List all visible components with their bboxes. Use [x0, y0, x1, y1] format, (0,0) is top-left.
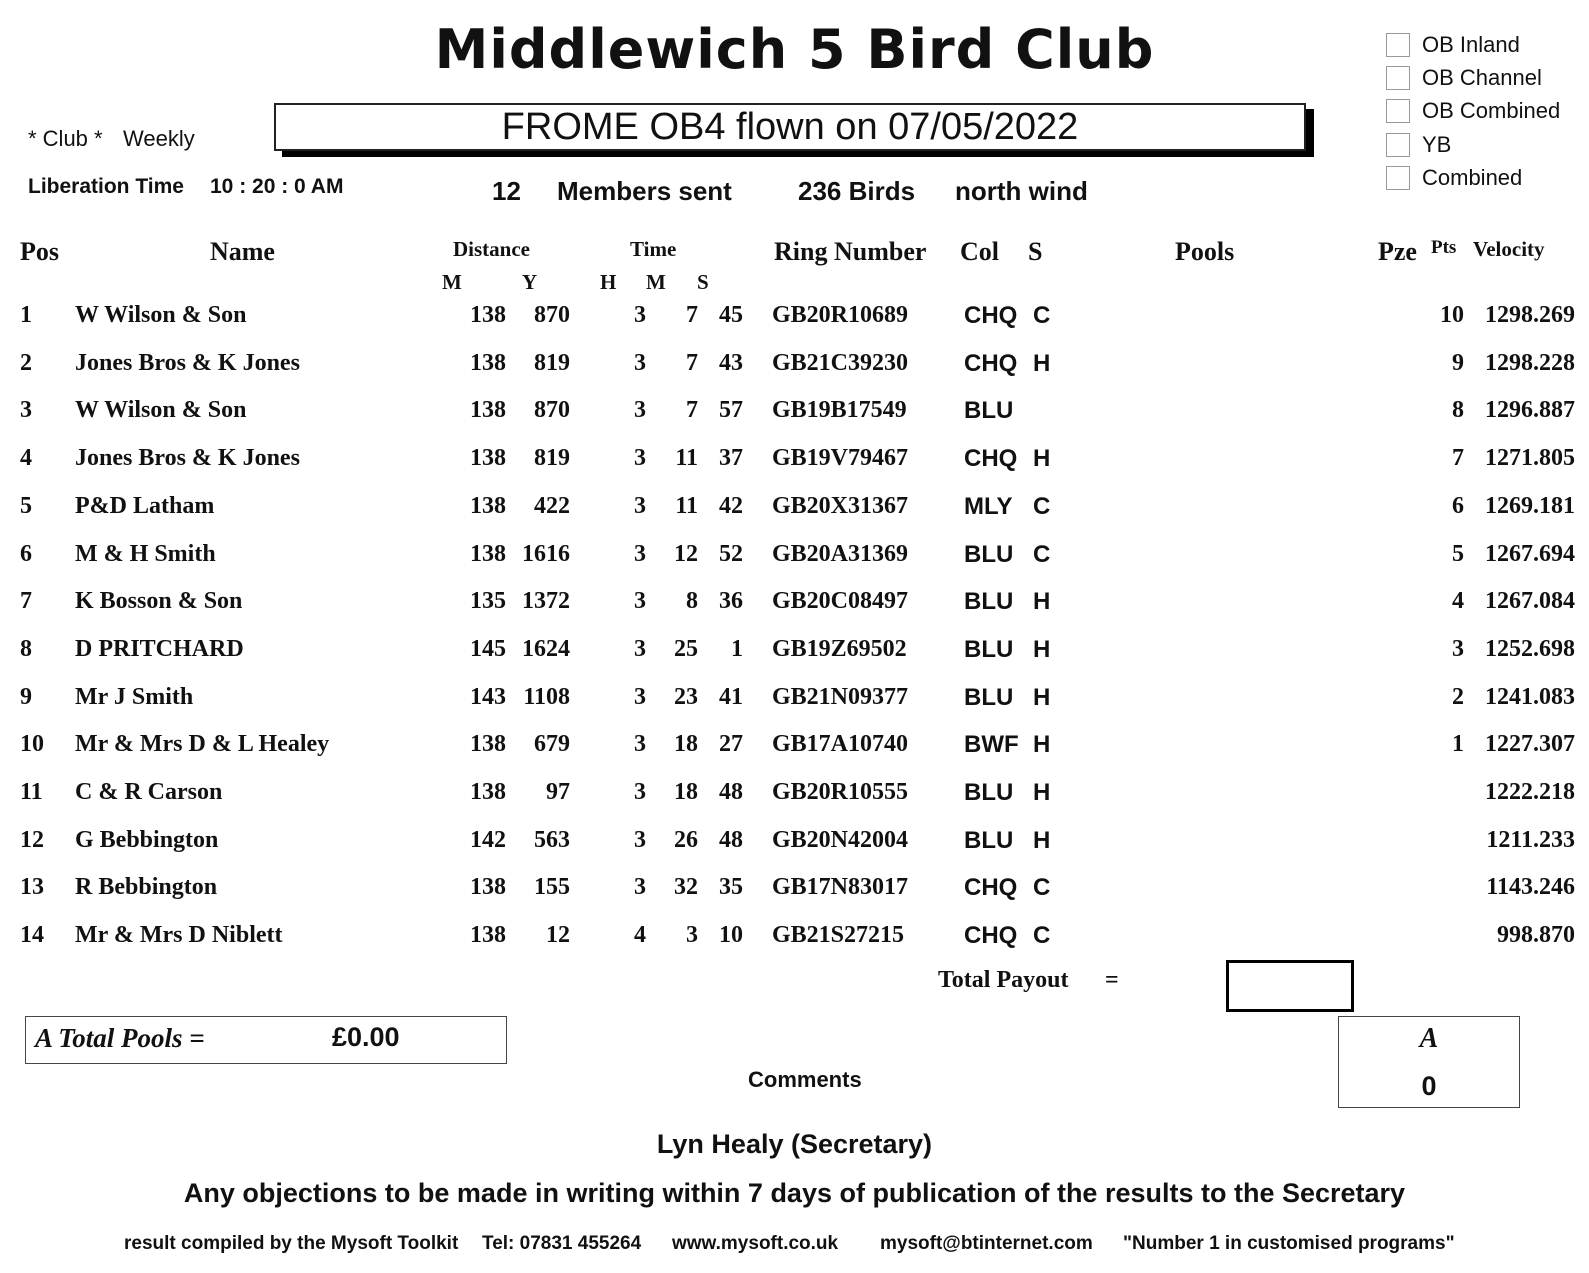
row-time-seconds: 35 [719, 874, 743, 901]
row-position: 8 [20, 635, 32, 662]
race-type-checkboxes [1386, 30, 1560, 196]
row-distance-yards: 422 [534, 492, 570, 519]
table-row [0, 636, 1589, 672]
row-time-hours: 3 [634, 492, 646, 519]
row-name: Mr J Smith [75, 683, 194, 710]
table-row [0, 922, 1589, 958]
wind: north wind [955, 176, 1088, 206]
row-time-hours: 3 [634, 731, 646, 758]
table-row [0, 541, 1589, 577]
footer-compiled: result compiled by the Mysoft Toolkit [124, 1233, 459, 1254]
liberation-time: 10 : 20 : 0 AM [210, 175, 344, 198]
frequency: Weekly [123, 126, 195, 151]
row-distance-miles: 138 [470, 349, 506, 376]
total-payout-box [1226, 960, 1354, 1012]
row-position: 3 [20, 397, 32, 424]
row-distance-miles: 138 [470, 492, 506, 519]
row-name: Mr & Mrs D & L Healey [75, 731, 330, 758]
row-colour: BLU [964, 779, 1014, 806]
row-colour: BLU [964, 683, 1014, 711]
total-pools-box [25, 1016, 507, 1064]
row-points: 9 [1452, 349, 1464, 376]
checkbox-box[interactable] [1386, 99, 1410, 123]
row-time-hours: 3 [634, 588, 646, 615]
row-distance-miles: 138 [470, 445, 506, 472]
row-time-minutes: 12 [674, 540, 698, 567]
row-distance-miles: 142 [470, 826, 506, 853]
row-sex: H [1033, 635, 1051, 663]
row-points: 6 [1452, 492, 1464, 519]
header-name: Name [210, 237, 275, 266]
total-payout-label: Total Payout [938, 967, 1069, 993]
row-points: 3 [1452, 635, 1464, 662]
row-velocity: 1267.084 [1485, 588, 1575, 615]
members-count: 12 [492, 176, 521, 206]
row-time-hours: 3 [634, 779, 646, 805]
row-velocity: 1298.269 [1485, 302, 1575, 328]
row-distance-miles: 145 [470, 635, 506, 662]
row-time-hours: 4 [634, 922, 646, 949]
row-time-minutes: 8 [686, 588, 698, 615]
row-name: M & H Smith [75, 540, 216, 567]
row-time-minutes: 7 [686, 397, 698, 424]
club-title: Middlewich 5 Bird Club [434, 18, 1155, 81]
secretary: Lyn Healy (Secretary) [656, 1129, 933, 1159]
row-sex: C [1033, 302, 1051, 329]
row-sex: C [1033, 874, 1051, 902]
table-row [0, 827, 1589, 863]
checkbox-ob-combined[interactable] [1386, 96, 1560, 126]
row-ring-number: GB21S27215 [772, 922, 905, 949]
footer-tel: Tel: 07831 455264 [482, 1233, 642, 1254]
row-points: 1 [1452, 731, 1464, 758]
row-distance-yards: 1372 [522, 588, 570, 615]
header-seconds: S [697, 270, 709, 294]
row-name: G Bebbington [75, 826, 219, 853]
table-row [0, 779, 1589, 815]
row-velocity: 1241.083 [1485, 683, 1575, 710]
table-row [0, 397, 1589, 433]
row-time-minutes: 18 [674, 779, 698, 805]
row-ring-number: GB19Z69502 [772, 635, 907, 662]
row-position: 7 [20, 588, 32, 615]
table-row [0, 874, 1589, 910]
row-sex: H [1033, 445, 1051, 473]
row-time-seconds: 52 [719, 540, 743, 567]
header-miles: M [442, 270, 462, 294]
row-colour: CHQ [964, 922, 1018, 950]
row-colour: CHQ [964, 445, 1018, 473]
checkbox-ob-inland[interactable] [1386, 30, 1560, 60]
row-position: 4 [20, 445, 32, 472]
table-row [0, 302, 1589, 338]
row-position: 14 [20, 922, 44, 949]
race-banner: FROME OB4 flown on 07/05/2022 [274, 103, 1306, 151]
row-colour: CHQ [964, 349, 1018, 377]
row-sex: C [1033, 922, 1051, 950]
row-time-minutes: 26 [674, 826, 698, 853]
table-row [0, 684, 1589, 720]
header-pos: Pos [20, 237, 59, 266]
footer-website[interactable]: www.mysoft.co.uk [672, 1233, 839, 1254]
header-s: S [1028, 237, 1043, 266]
row-velocity: 1269.181 [1485, 492, 1575, 519]
row-ring-number: GB17N83017 [772, 874, 909, 901]
checkbox-yb[interactable] [1386, 130, 1560, 160]
total-payout-equals: = [1105, 967, 1119, 993]
header-velocity: Velocity [1473, 237, 1545, 261]
checkbox-box[interactable] [1386, 66, 1410, 90]
row-position: 11 [20, 779, 43, 805]
row-ring-number: GB17A10740 [772, 731, 909, 758]
row-sex: H [1033, 779, 1051, 806]
club-type: * Club * [28, 126, 103, 151]
row-name: Jones Bros & K Jones [75, 445, 300, 472]
total-pools-label: A Total Pools = [35, 1023, 205, 1053]
row-sex: H [1033, 349, 1051, 377]
row-name: C & R Carson [75, 779, 223, 805]
row-ring-number: GB20N42004 [772, 826, 909, 853]
row-points: 10 [1440, 302, 1464, 328]
row-name: W Wilson & Son [75, 302, 247, 328]
table-row [0, 350, 1589, 386]
checkbox-label: OB Channel [1422, 65, 1542, 90]
header-yards: Y [522, 270, 538, 294]
row-position: 1 [20, 302, 32, 328]
row-colour: BLU [964, 397, 1014, 425]
row-points: 7 [1452, 445, 1464, 472]
row-time-hours: 3 [634, 302, 646, 328]
table-row [0, 445, 1589, 481]
row-time-minutes: 11 [675, 445, 698, 472]
row-time-seconds: 1 [731, 635, 743, 662]
checkbox-label: Combined [1422, 165, 1523, 190]
row-time-seconds: 43 [719, 349, 743, 376]
row-distance-miles: 138 [470, 540, 506, 567]
row-distance-yards: 819 [534, 349, 570, 376]
checkbox-box[interactable] [1386, 33, 1410, 57]
row-position: 10 [20, 731, 44, 758]
footer-email[interactable]: mysoft@btinternet.com [880, 1233, 1093, 1254]
row-points: 5 [1452, 540, 1464, 567]
row-velocity: 1252.698 [1485, 635, 1575, 662]
row-distance-yards: 563 [534, 826, 570, 853]
row-distance-yards: 870 [534, 397, 570, 424]
row-name: Jones Bros & K Jones [75, 349, 300, 376]
checkbox-label: YB [1422, 132, 1452, 157]
header-minutes: M [646, 270, 666, 294]
row-points: 4 [1452, 588, 1464, 615]
row-velocity: 1271.805 [1485, 445, 1575, 472]
row-name: W Wilson & Son [75, 397, 247, 424]
row-distance-miles: 138 [470, 302, 506, 328]
row-ring-number: GB20R10555 [772, 779, 909, 805]
row-sex: H [1033, 683, 1051, 711]
checkbox-ob-channel[interactable] [1386, 63, 1560, 93]
row-velocity: 1298.228 [1485, 349, 1575, 376]
row-ring-number: GB20C08497 [772, 588, 909, 615]
row-time-hours: 3 [634, 540, 646, 567]
row-points: 2 [1452, 683, 1464, 710]
row-time-hours: 3 [634, 826, 646, 853]
total-pools-value: £0.00 [332, 1022, 400, 1052]
liberation-label: Liberation Time [28, 175, 184, 198]
header-col: Col [960, 237, 999, 266]
row-time-minutes: 18 [674, 731, 698, 758]
row-time-seconds: 27 [719, 731, 743, 758]
row-velocity: 1227.307 [1485, 731, 1575, 758]
row-time-seconds: 10 [719, 922, 743, 949]
row-distance-miles: 138 [470, 397, 506, 424]
checkbox-box[interactable] [1386, 166, 1410, 190]
a-summary-box [1338, 1016, 1520, 1108]
a-summary-letter: A [1419, 1023, 1439, 1054]
row-time-hours: 3 [634, 683, 646, 710]
header-pts: Pts [1431, 237, 1457, 258]
header-time: Time [630, 237, 677, 261]
row-time-minutes: 3 [686, 922, 698, 949]
row-sex: C [1033, 540, 1051, 568]
row-name: K Bosson & Son [75, 588, 243, 615]
row-colour: CHQ [964, 874, 1018, 902]
row-position: 9 [20, 683, 32, 710]
members-label: Members sent [557, 176, 732, 206]
row-points: 8 [1452, 397, 1464, 424]
row-time-seconds: 57 [719, 397, 743, 424]
row-time-seconds: 36 [719, 588, 743, 615]
row-name: P&D Latham [75, 492, 215, 519]
checkbox-combined[interactable] [1386, 163, 1560, 193]
row-time-seconds: 45 [719, 302, 743, 328]
checkbox-label: OB Inland [1422, 32, 1520, 57]
row-time-seconds: 48 [719, 779, 743, 805]
table-row [0, 493, 1589, 529]
row-colour: CHQ [964, 302, 1018, 329]
row-distance-miles: 138 [470, 922, 506, 949]
row-time-minutes: 7 [686, 302, 698, 328]
row-position: 6 [20, 540, 32, 567]
row-velocity: 1211.233 [1486, 826, 1575, 853]
row-position: 12 [20, 826, 44, 853]
birds-count: 236 Birds [798, 176, 916, 206]
row-velocity: 1267.694 [1485, 540, 1575, 567]
row-distance-yards: 155 [534, 874, 570, 901]
row-position: 5 [20, 492, 32, 519]
row-distance-yards: 819 [534, 445, 570, 472]
row-velocity: 1296.887 [1485, 397, 1575, 424]
row-velocity: 1222.218 [1485, 779, 1575, 805]
row-colour: BLU [964, 588, 1014, 616]
row-colour: BLU [964, 540, 1014, 568]
header-pze: Pze [1378, 237, 1417, 266]
row-distance-miles: 143 [470, 683, 506, 710]
row-time-minutes: 7 [686, 349, 698, 376]
row-time-hours: 3 [634, 397, 646, 424]
row-ring-number: GB20R10689 [772, 302, 909, 328]
row-time-seconds: 41 [719, 683, 743, 710]
row-position: 2 [20, 349, 32, 376]
row-time-seconds: 48 [719, 826, 743, 853]
row-ring-number: GB19B17549 [772, 397, 907, 424]
header-hours: H [600, 270, 617, 294]
row-distance-miles: 138 [470, 779, 506, 805]
row-time-hours: 3 [634, 874, 646, 901]
row-ring-number: GB20A31369 [772, 540, 909, 567]
row-colour: BWF [964, 731, 1019, 759]
row-name: D PRITCHARD [75, 635, 244, 662]
row-time-hours: 3 [634, 445, 646, 472]
row-sex: C [1033, 492, 1051, 520]
row-time-seconds: 42 [719, 492, 743, 519]
row-ring-number: GB20X31367 [772, 492, 909, 519]
row-distance-miles: 135 [470, 588, 506, 615]
row-sex: H [1033, 588, 1051, 616]
row-distance-yards: 679 [534, 731, 570, 758]
row-distance-yards: 870 [534, 302, 570, 328]
header-ring-number: Ring Number [774, 237, 927, 266]
a-summary-value: 0 [1421, 1071, 1437, 1101]
row-ring-number: GB19V79467 [772, 445, 909, 472]
row-distance-yards: 1624 [522, 635, 570, 662]
row-time-minutes: 23 [674, 683, 698, 710]
row-velocity: 998.870 [1497, 922, 1575, 949]
row-time-hours: 3 [634, 349, 646, 376]
header-pools: Pools [1175, 237, 1235, 266]
row-distance-miles: 138 [470, 731, 506, 758]
row-distance-yards: 1616 [522, 540, 570, 567]
table-row [0, 588, 1589, 624]
header-distance: Distance [453, 237, 530, 261]
checkbox-label: OB Combined [1422, 98, 1561, 123]
objections-notice: Any objections to be made in writing within 7 days of publication of the results to the Secretary [183, 1178, 1406, 1208]
row-colour: MLY [964, 492, 1013, 520]
row-colour: BLU [964, 635, 1014, 663]
row-sex: H [1033, 826, 1051, 854]
row-distance-yards: 97 [546, 779, 570, 805]
checkbox-box[interactable] [1386, 133, 1410, 157]
row-velocity: 1143.246 [1486, 874, 1575, 901]
comments-label: Comments [748, 1067, 862, 1092]
row-ring-number: GB21N09377 [772, 683, 909, 710]
row-colour: BLU [964, 826, 1014, 854]
footer-slogan: "Number 1 in customised programs" [1123, 1233, 1455, 1254]
row-position: 13 [20, 874, 44, 901]
row-distance-yards: 12 [546, 922, 570, 949]
row-time-hours: 3 [634, 635, 646, 662]
table-row [0, 731, 1589, 767]
row-time-minutes: 32 [674, 874, 698, 901]
row-time-seconds: 37 [719, 445, 743, 472]
row-time-minutes: 11 [675, 492, 698, 519]
row-distance-miles: 138 [470, 874, 506, 901]
row-sex: H [1033, 731, 1051, 759]
row-name: Mr & Mrs D Niblett [75, 922, 283, 949]
row-ring-number: GB21C39230 [772, 349, 909, 376]
row-name: R Bebbington [75, 874, 218, 901]
row-distance-yards: 1108 [523, 683, 570, 710]
row-time-minutes: 25 [674, 635, 698, 662]
